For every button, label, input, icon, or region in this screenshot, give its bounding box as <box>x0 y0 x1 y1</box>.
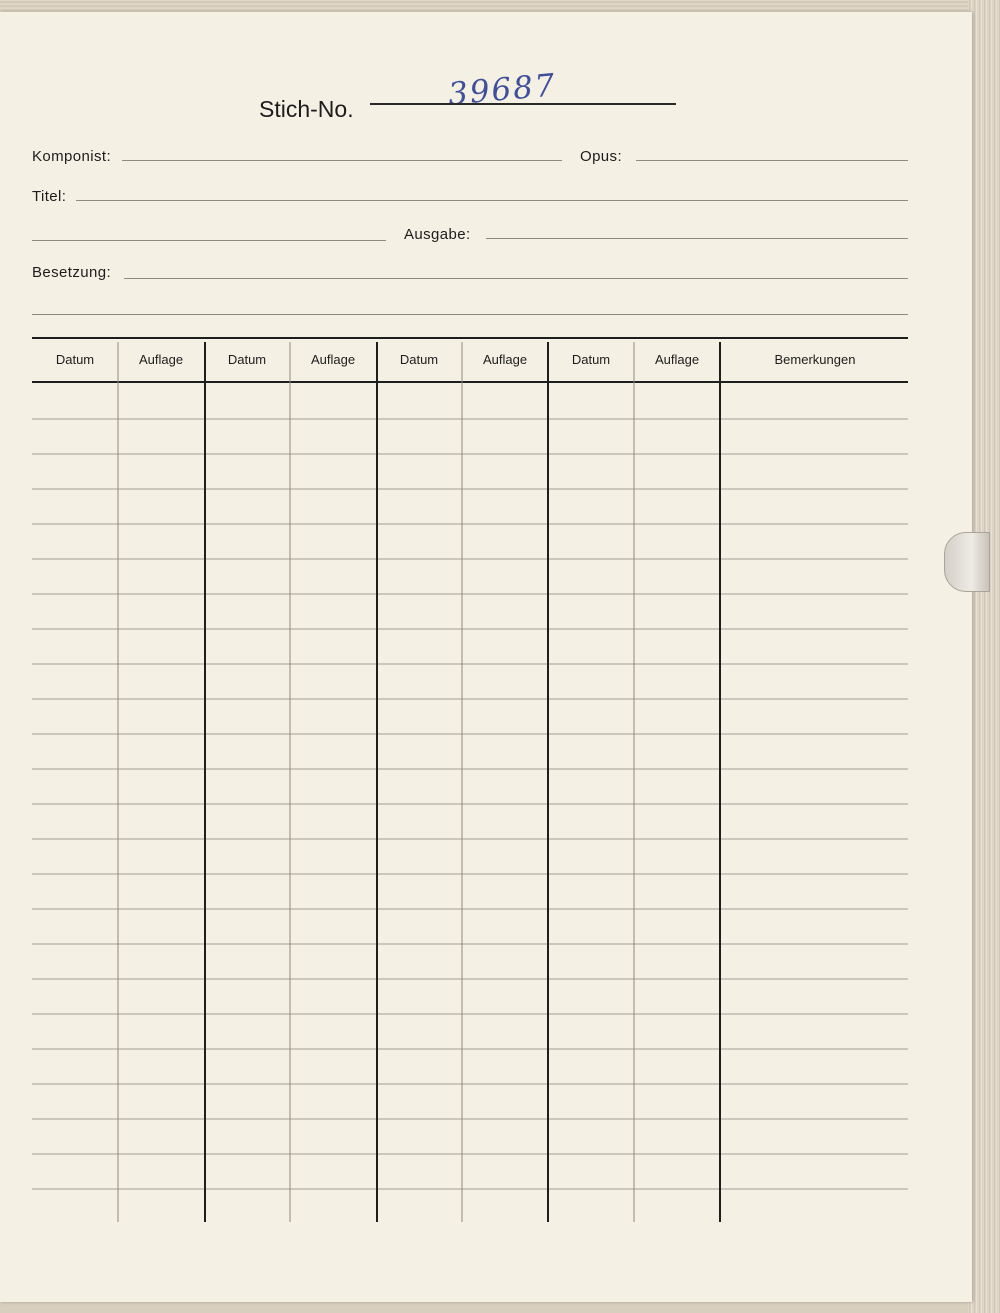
komponist-label: Komponist: <box>32 148 112 165</box>
opus-label: Opus: <box>580 148 623 165</box>
header-auflage-2: Auflage <box>310 352 356 367</box>
stich-no-handwritten-value: 39687 <box>446 67 558 113</box>
header-datum-1: Datum <box>55 352 95 367</box>
stich-no-label: Stich-No. <box>259 96 354 122</box>
header-auflage-3: Auflage <box>482 352 528 367</box>
header-datum-2: Datum <box>227 352 267 367</box>
header-datum-3: Datum <box>399 352 439 367</box>
titel-label: Titel: <box>32 188 67 205</box>
index-tab <box>944 532 990 592</box>
header-auflage-1: Auflage <box>138 352 184 367</box>
ausgabe-label: Ausgabe: <box>404 226 471 243</box>
besetzung-label: Besetzung: <box>32 264 112 281</box>
header-auflage-4: Auflage <box>654 352 700 367</box>
header-bemerkungen: Bemerkungen <box>774 352 856 367</box>
header-datum-4: Datum <box>571 352 611 367</box>
